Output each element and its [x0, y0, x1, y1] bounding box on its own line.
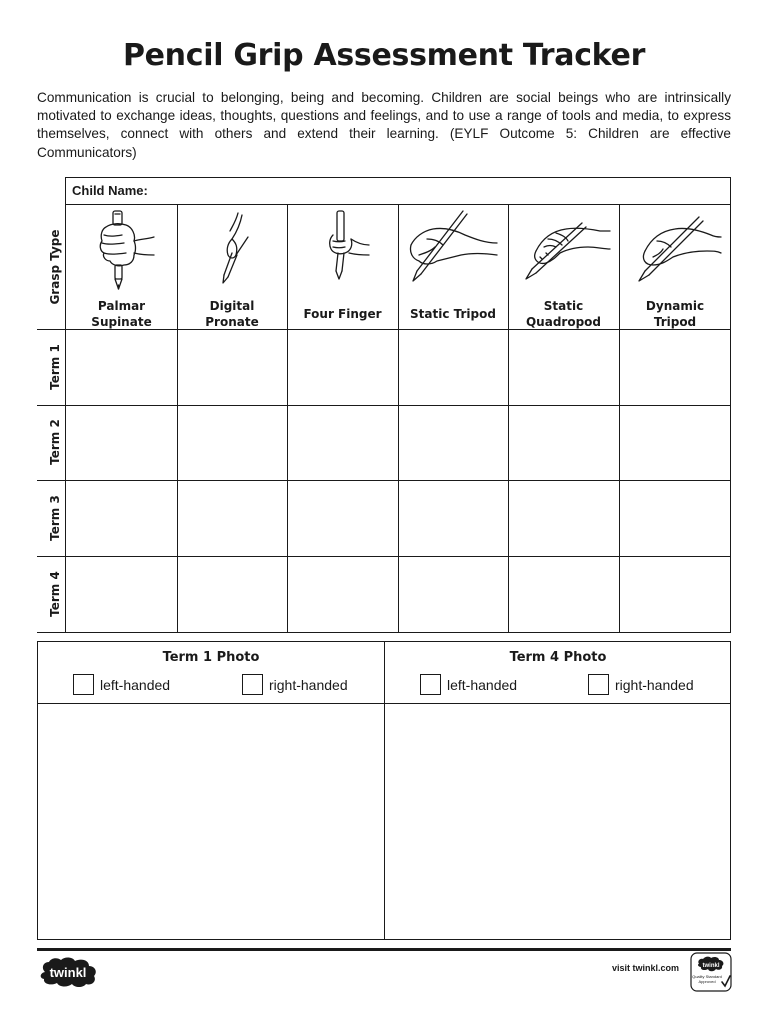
right-handed-label: right-handed [269, 676, 348, 693]
grasp-name: Static Tripod [410, 307, 496, 321]
intro-paragraph: Communication is crucial to belonging, being and becoming. Children are social beings who are intrinsically motivated to exchange ideas, thoughts, questions and feelings, and to use a range of tools and media, to express themselves, connect with others and extend their learning. (EYLF Outcome 5: Children are effective Communicators) [37, 90, 731, 160]
grasp-cell-four-finger [287, 205, 398, 329]
visit-link[interactable]: visit twinkl.com [612, 963, 680, 973]
term-1-left-handed-option[interactable] [73, 674, 170, 695]
svg-text:twinkl: twinkl [49, 965, 87, 980]
palmar-supinate-grip-icon [86, 209, 158, 293]
right-handed-label: right-handed [615, 676, 694, 693]
page-title: Pencil Grip Assessment Tracker [122, 38, 646, 73]
dynamic-tripod-grip-icon [627, 209, 723, 293]
footer-divider [37, 948, 731, 951]
term-4-photo-area [385, 704, 731, 939]
quality-badge: twinkl Quality Standard Approved [690, 952, 732, 992]
grasp-cell-static-quadropod [508, 205, 619, 329]
term-1-photo-title: Term 1 Photo [162, 650, 260, 665]
left-handed-checkbox[interactable] [420, 674, 441, 695]
twinkl-logo[interactable] [37, 956, 99, 988]
assessment-grid: Child Name: Grasp Type Term 1 Term 2 Term 3 Term 4 Palmar Supinate Digital Pronate Four Finger Static Tripod Static Quadropod Dynamic Tripod [37, 177, 731, 633]
grasp-name: Static Quadropod [525, 299, 602, 329]
term-1-photo-area [38, 704, 384, 939]
left-handed-checkbox[interactable] [73, 674, 94, 695]
right-handed-checkbox[interactable] [588, 674, 609, 695]
term-1-right-handed-option[interactable] [242, 674, 348, 695]
svg-text:twinkl: twinkl [702, 963, 720, 969]
static-quadropod-grip-icon [516, 209, 612, 293]
right-handed-checkbox[interactable] [242, 674, 263, 695]
grasp-name: Dynamic Tripod [645, 299, 705, 329]
grasp-name: Four Finger [303, 307, 382, 321]
four-finger-grip-icon [313, 209, 373, 293]
child-name-label: Child Name: [72, 183, 148, 198]
grasp-cell-dynamic-tripod [619, 205, 731, 329]
static-tripod-grip-icon [405, 209, 501, 293]
term-4-left-handed-option[interactable] [420, 674, 517, 695]
left-handed-label: left-handed [447, 676, 518, 693]
grasp-name: Palmar Supinate [91, 299, 152, 329]
grasp-cell-static-tripod [398, 205, 508, 329]
grasp-cell-digital-pronate [177, 205, 287, 329]
grasp-name: Digital Pronate [205, 299, 259, 329]
term-4-photo-title: Term 4 Photo [509, 650, 607, 665]
term-4-right-handed-option[interactable] [588, 674, 694, 695]
photo-section [37, 641, 731, 940]
grasp-cell-palmar-supinate [66, 205, 177, 329]
digital-pronate-grip-icon [202, 209, 262, 293]
left-handed-label: left-handed [100, 676, 171, 693]
